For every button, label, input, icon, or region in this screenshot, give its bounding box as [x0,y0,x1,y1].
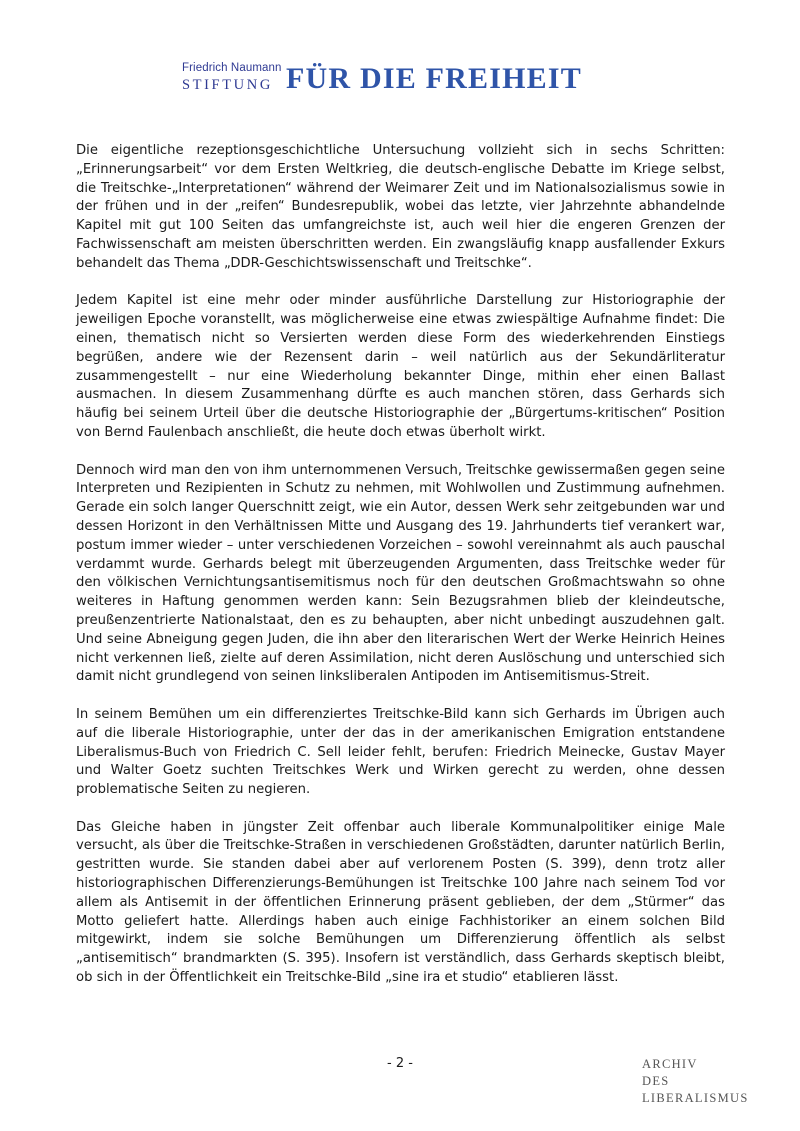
page-number: - 2 - [387,1056,413,1071]
archive-logo [642,1056,749,1107]
paragraph-1: Die eigentliche rezeptionsgeschichtliche Untersuchung vollzieht sich in sechs Schritten: „Erinnerungsarbeit“ vor dem Ersten Weltkrieg, die deutsch-englische Debatte im Kriege selbst, die Treitschke-„Interpretationen“ während der Weimarer Zeit und im Nationalsozialismus sowie in der frühen und in der „reifen“ Bundesrepublik, wobei das letzte, vier Jahrzehnte abhandelnde Kapitel mit gut 100 Seiten das umfangreichste ist, auch weil hier die engeren Grenzen der Fachwissenschaft am meisten überschritten werden. Ein zwangsläufig knapp ausfallender Exkurs behandelt das Thema „DDR-Geschichtswissenschaft und Treitschke“. [76,143,725,271]
logo-line-friedrich-naumann: Friedrich Naumann [182,62,282,74]
paragraph-5: Das Gleiche haben in jüngster Zeit offenbar auch liberale Kommunalpolitiker einige Male versucht, als über die Treitschke-Straßen in verschiedenen Großstädten, darunter natürlich Berlin, gestritten wurde. Sie standen dabei aber auf verlorenem Posten (S. 399), denn trotz aller historiographischen Differenzierungs-Bemühungen ist Treitschke 100 Jahre nach seinem Tod vor allem als Antisemit in der öffentlichen Erinnerung präsent geblieben, der dem „Stürmer“ das Motto geliefert hatte. Allerdings haben auch einige Fachhistoriker an einem solchen Bild mitgewirkt, indem sie solche Bemühungen um Differenzierung öffentlich als selbst „antisemitisch“ brandmarkten (S. 395). Insofern ist verständlich, dass Gerhards skeptisch bleibt, ob sich in der Öffentlichkeit ein Treitschke-Bild „sine ira et studio“ etablieren lässt. [76,819,725,986]
logo-line-stiftung: STIFTUNG [182,77,273,93]
paragraph-2: Jedem Kapitel ist eine mehr oder minder ausführliche Darstellung zur Historiographie der jeweiligen Epoche voranstellt, was möglicherweise eine etwas zwiespältige Aufnahme findet: Die einen, thematisch nicht so Versierten werden diese Form des wiederkehrenden Einstiegs begrüßen, andere wie der Rezensent darin – weil natürlich aus der Sekundärliteratur zusammengestellt – nur eine Wiederholung bekannter Dinge, mithin eher einen Ballast ausmachen. In diesem Zusammenhang dürfte es auch manchen stören, dass Gerhards sich häufig bei seinem Urteil über die deutsche Historiographie der „Bürgertums-kritischen“ Position von Bernd Faulenbach anschließt, die heute doch etwas überholt wirkt. [76,293,725,440]
archive-line-3: LIBERALISMUS [642,1091,749,1105]
archive-line-2: DES [642,1074,670,1088]
paragraph-3: Dennoch wird man den von ihm unternommenen Versuch, Treitschke gewissermaßen gegen seine Interpreten und Rezipienten in Schutz zu nehmen, mit Wohlwollen und Zustimmung aufnehmen. Gerade ein solch langer Querschnitt zeigt, wie ein Autor, dessen Werk sehr zeitgebunden war und dessen Horizont in den Verhältnissen Mitte und Ausgang des 19. Jahrhunderts tief verankert war, postum immer wieder – unter verschiedenen Vorzeichen – sowohl vereinnahmt als auch pauschal verdammt wurde. Gerhards belegt mit überzeugenden Argumenten, dass Treitschke weder für den völkischen Vernichtungsantisemitismus noch für den deutschen Großmachtswahn so ohne weiteres in Haftung genommen werden kann: Sein Bezugsrahmen blieb der kleindeutsche, preußenzentrierte Nationalstaat, den es zu behaupten, aber nicht unbedingt auszudehnen galt. Und seine Abneigung gegen Juden, die ihn aber den literarischen Wert der Werke Heinrich Heines nicht verkennen ließ, zielte auf deren Assimilation, nicht deren Auslöschung und unterschied sich damit nicht grundlegend von seinen linksliberalen Antipoden im Antisemitismus-Streit. [76,462,725,685]
logo-foundation-name [182,62,282,93]
article-body [76,142,725,988]
logo-slogan: FÜR DIE FREIHEIT [286,62,582,95]
paragraph-4: In seinem Bemühen um ein differenziertes Treitschke-Bild kann sich Gerhards im Übrigen auch auf die liberale Historiographie, unter der das in der amerikanischen Emigration entstandene Liberalismus-Buch von Friedrich C. Sell leider fehlt, berufen: Friedrich Meinecke, Gustav Mayer und Walter Goetz suchten Treitschkes Werk und Wirken gerecht zu werden, ohne dessen problematische Seiten zu negieren. [76,706,725,798]
archive-line-1: ARCHIV [642,1057,698,1071]
